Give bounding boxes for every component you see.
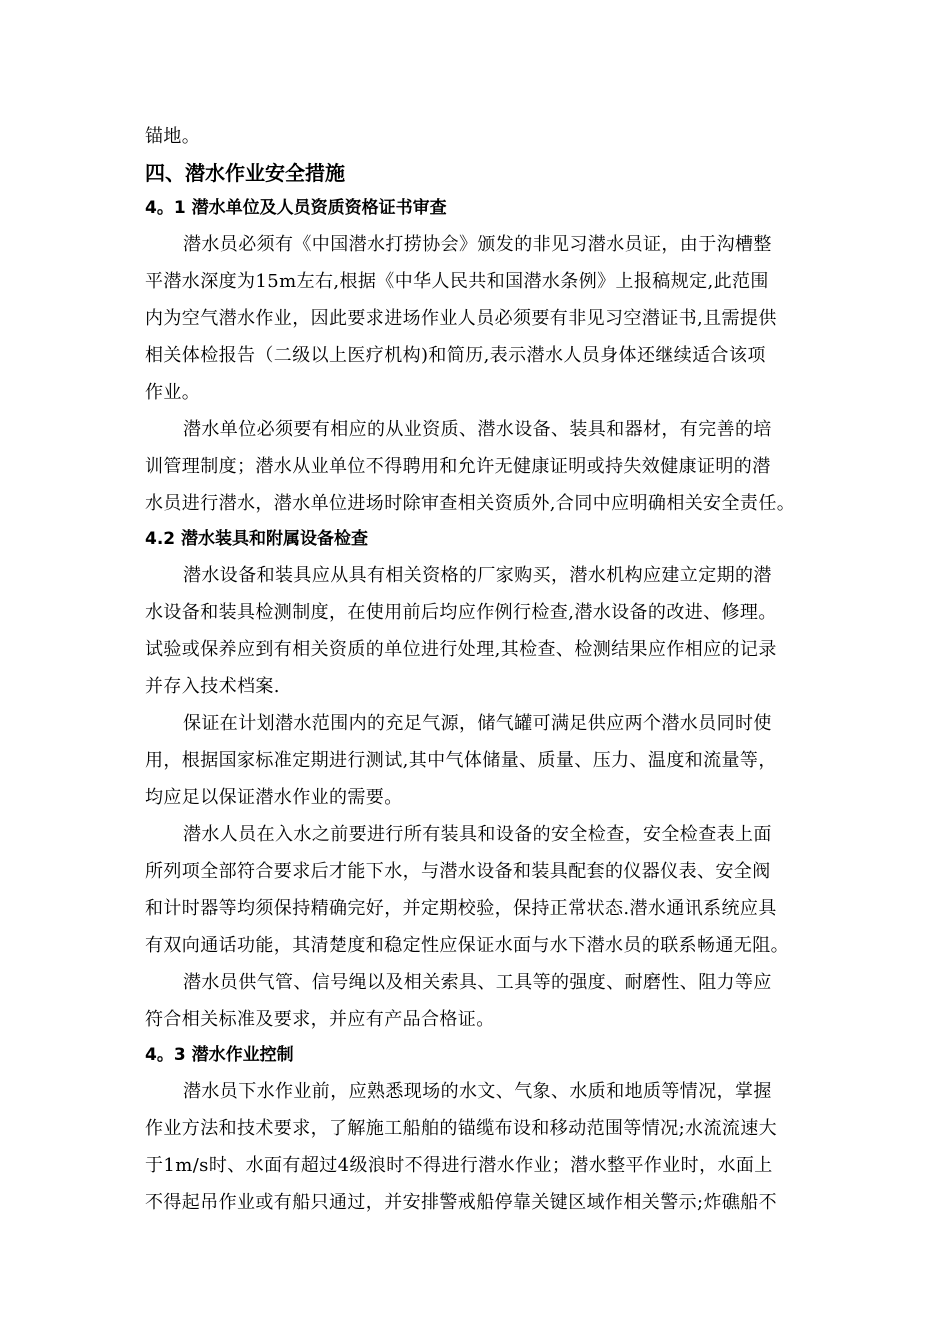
text-line: 符合相关标准及要求，并应有产品合格证。 — [145, 1009, 495, 1030]
section-heading: 四、潜水作业安全措施 — [145, 161, 345, 185]
subsection-heading: 4.2 潜水装具和附属设备检查 — [145, 529, 369, 549]
paragraph-first-line: 潜水员供气管、信号绳以及相关索具、工具等的强度、耐磨性、阻力等应 — [183, 972, 772, 993]
text-line: 作业方法和技术要求，了解施工船舶的锚缆布设和移动范围等情况;水流流速大 — [145, 1118, 778, 1139]
paragraph-first-line: 潜水员下水作业前，应熟悉现场的水文、气象、水质和地质等情况，掌握 — [183, 1081, 772, 1102]
paragraph-first-line: 保证在计划潜水范围内的充足气源，储气罐可满足供应两个潜水员同时使 — [183, 713, 772, 734]
text-line: 试验或保养应到有相关资质的单位进行处理,其检查、检测结果应作相应的记录 — [145, 639, 777, 660]
text-line: 锚地。 — [145, 126, 201, 147]
text-line: 训管理制度；潜水从业单位不得聘用和允许无健康证明或持失效健康证明的潜 — [145, 456, 771, 477]
text-line: 于1m/s时、水面有超过4级浪时不得进行潜水作业；潜水整平作业时，水面上 — [145, 1155, 773, 1176]
text-line: 并存入技术档案. — [145, 676, 280, 697]
text-line: 用，根据国家标准定期进行测试,其中气体储量、质量、压力、温度和流量等， — [145, 750, 777, 771]
text-line: 相关体检报告（二级以上医疗机构)和简历,表示潜水人员身体还继续适合该项 — [145, 345, 766, 366]
text-line: 水设备和装具检测制度，在使用前后均应作例行检查,潜水设备的改进、修理。 — [145, 602, 777, 623]
text-line: 作业。 — [145, 382, 201, 403]
document-page — [145, 118, 810, 1221]
text-line: 水员进行潜水，潜水单位进场时除审查相关资质外,合同中应明确相关安全责任。 — [145, 493, 796, 514]
text-line: 所列项全部符合要求后才能下水，与潜水设备和装具配套的仪器仪表、安全阀 — [145, 861, 771, 882]
text-line: 不得起吊作业或有船只通过，并安排警戒船停靠关键区域作相关警示;炸礁船不 — [145, 1192, 778, 1213]
subsection-heading: 4。1 潜水单位及人员资质资格证书审查 — [145, 198, 447, 218]
text-line: 有双向通话功能，其清楚度和稳定性应保证水面与水下潜水员的联系畅通无阻。 — [145, 935, 789, 956]
text-line: 和计时器等均须保持精确完好，并定期校验，保持正常状态.潜水通讯系统应具 — [145, 898, 777, 919]
subsection-heading: 4。3 潜水作业控制 — [145, 1045, 294, 1065]
text-line: 均应足以保证潜水作业的需要。 — [145, 787, 403, 808]
paragraph-first-line: 潜水设备和装具应从具有相关资格的厂家购买，潜水机构应建立定期的潜 — [183, 565, 772, 586]
text-line: 平潜水深度为15m左右,根据《中华人民共和国潜水条例》上报稿规定,此范围 — [145, 271, 769, 292]
paragraph-first-line: 潜水员必须有《中国潜水打捞协会》颁发的非见习潜水员证，由于沟槽整 — [183, 234, 772, 255]
paragraph-first-line: 潜水人员在入水之前要进行所有装具和设备的安全检查，安全检查表上面 — [183, 824, 772, 845]
text-line: 内为空气潜水作业，因此要求进场作业人员必须要有非见习空潜证书,且需提供 — [145, 308, 777, 329]
paragraph-first-line: 潜水单位必须要有相应的从业资质、潜水设备、装具和器材，有完善的培 — [183, 419, 772, 440]
